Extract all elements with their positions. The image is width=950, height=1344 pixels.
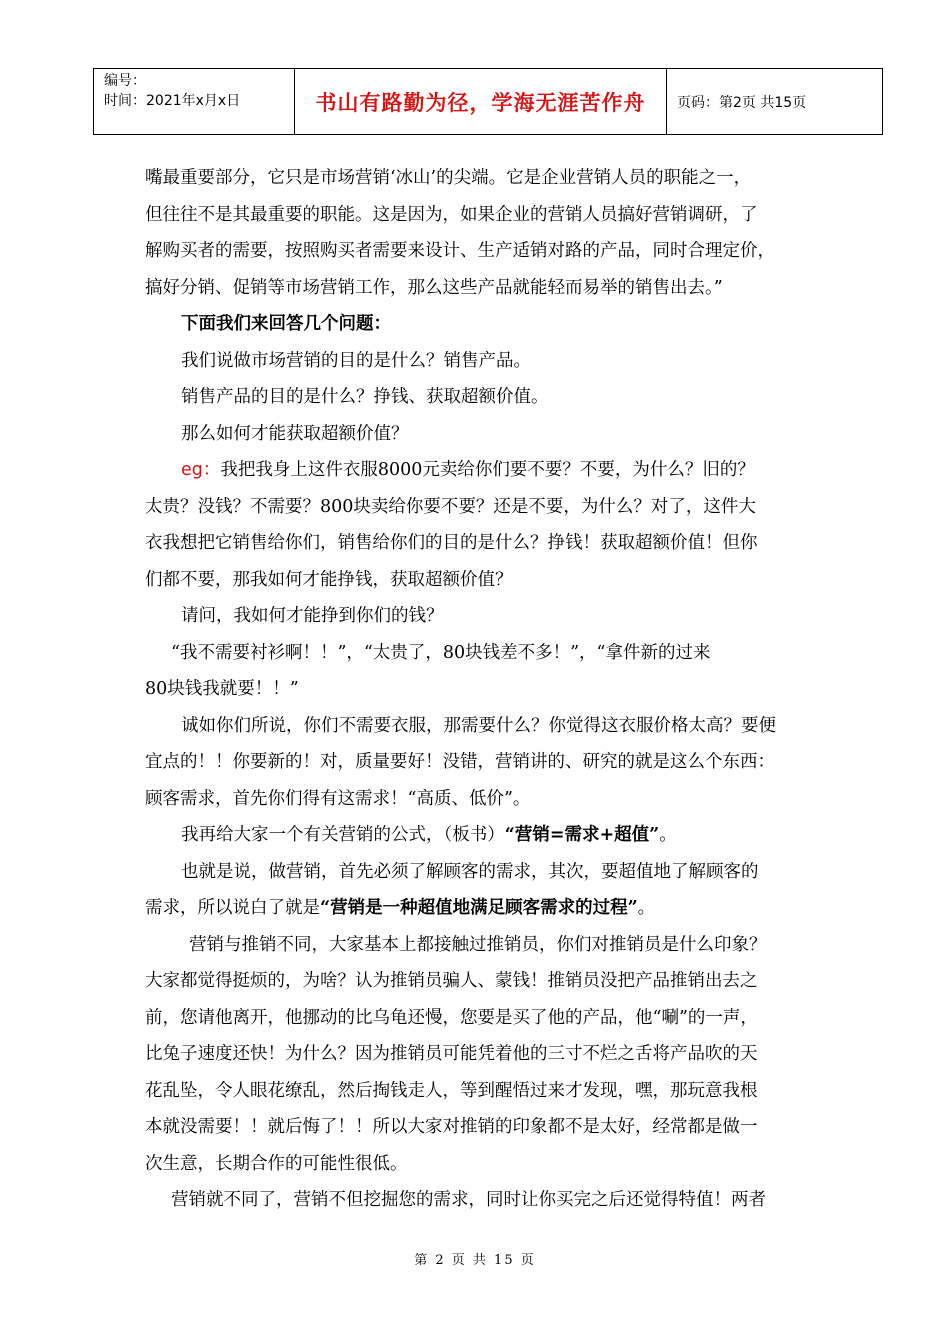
page-footer: 第 2 页 共 15 页 — [414, 1253, 536, 1268]
also-post: 。 — [637, 898, 656, 918]
push-line: 比兔子速度还快！为什么？因为推销员可能凭着他的三寸不烂之舌将产品吹的天 — [145, 1044, 758, 1064]
document-body — [145, 160, 845, 1219]
question-1: 我们说做市场营销的目的是什么？销售产品。 — [181, 350, 531, 371]
number-label: 编号： — [104, 73, 146, 89]
page-label: 页码：第2页 共15页 — [677, 94, 807, 111]
push-line: 次生意，长期合作的可能性很低。 — [145, 1153, 408, 1174]
need-line: 宜点的！！你要新的！对，质量要好！没错，营销讲的、研究的就是这么个东西： — [145, 752, 775, 772]
header-meta — [94, 69, 295, 134]
line: 们都不要，那我如何才能挣钱，获取超额价值？ — [145, 569, 513, 590]
also-pre: 需求，所以说白了就是 — [145, 898, 320, 918]
line: 但往往不是其最重要的职能。这是因为，如果企业的营销人员搞好营销调研，了 — [145, 204, 758, 225]
push-line: 前，您请他离开，他挪动的比乌龟还慢，您要是买了他的产品，他“唰”的一声， — [145, 1007, 758, 1028]
last-line: 营销就不同了，营销不但挖掘您的需求，同时让你买完之后还觉得特值！两者 — [171, 1190, 766, 1210]
push-line: 本就没需要！！就后悔了！！所以大家对推销的印象都不是太好，经常都是做一 — [145, 1117, 758, 1137]
questions-heading: 下面我们来回答几个问题： — [181, 314, 391, 334]
also-line: 也就是说，做营销，首先必须了解顾客的需求，其次，要超值地了解顾客的 — [181, 861, 759, 882]
need-line: 顾客需求，首先你们得有这需求！“高质、低价”。 — [145, 788, 531, 809]
formula-pre: 我再给大家一个有关营销的公式，（板书） — [181, 825, 505, 845]
need-line: 诚如你们所说，你们不需要衣服，那需要什么？你觉得这衣服价格太高？要便 — [181, 715, 776, 736]
eg-label: eg： — [181, 460, 221, 480]
push-line: 花乱坠，令人眼花缭乱，然后掏钱走人，等到醒悟过来才发现，嘿，那玩意我根 — [145, 1080, 758, 1101]
quote-line: “我不需要衬衫啊！！”，“太贵了，80块钱差不多！”，“拿件新的过来 — [171, 642, 711, 663]
also-bold: “营销是一种超值地满足顾客需求的过程” — [320, 898, 638, 918]
line: 搞好分销、促销等市场营销工作，那么这些产品就能轻而易举的销售出去。” — [145, 277, 723, 298]
question-2: 销售产品的目的是什么？挣钱、获取超额价值。 — [181, 387, 549, 407]
example-line — [145, 452, 845, 489]
formula: “营销=需求+超值” — [504, 825, 660, 845]
header-page-cell — [667, 69, 882, 134]
push-line: 营销与推销不同，大家基本上都接触过推销员，你们对推销员是什么印象？ — [189, 934, 767, 955]
quote-line: 80块钱我就要！！” — [145, 679, 299, 699]
also-line — [145, 890, 845, 927]
line: 衣我想把它销售给你们，销售给你们的目的是什么？挣钱！获取超额价值！但你 — [145, 533, 758, 553]
line: 嘴最重要部分，它只是市场营销‘冰山’的尖端。它是企业营销人员的职能之一， — [145, 168, 752, 188]
eg-text: 我把我身上这件衣服8000元卖给你们要不要？不要，为什么？旧的？ — [220, 460, 755, 480]
header-table — [93, 68, 883, 135]
push-line: 大家都觉得挺烦的，为啥？认为推销员骗人、蒙钱！推销员没把产品推销出去之 — [145, 971, 758, 991]
time-label: 时间：2021年x月x日 — [104, 93, 241, 109]
line: 解购买者的需要，按照购买者需要来设计、生产适销对路的产品，同时合理定价， — [145, 241, 775, 261]
line: 太贵？没钱？不需要？800块卖给你要不要？还是不要，为什么？对了，这件大 — [145, 496, 756, 517]
formula-line — [145, 817, 845, 854]
formula-post: 。 — [659, 825, 677, 845]
question-3: 那么如何才能获取超额价值？ — [181, 423, 409, 444]
header-motto-cell — [295, 69, 667, 134]
motto: 书山有路勤为径，学海无涯苦作舟 — [315, 89, 646, 115]
ask-line: 请问，我如何才能挣到你们的钱？ — [181, 606, 444, 626]
